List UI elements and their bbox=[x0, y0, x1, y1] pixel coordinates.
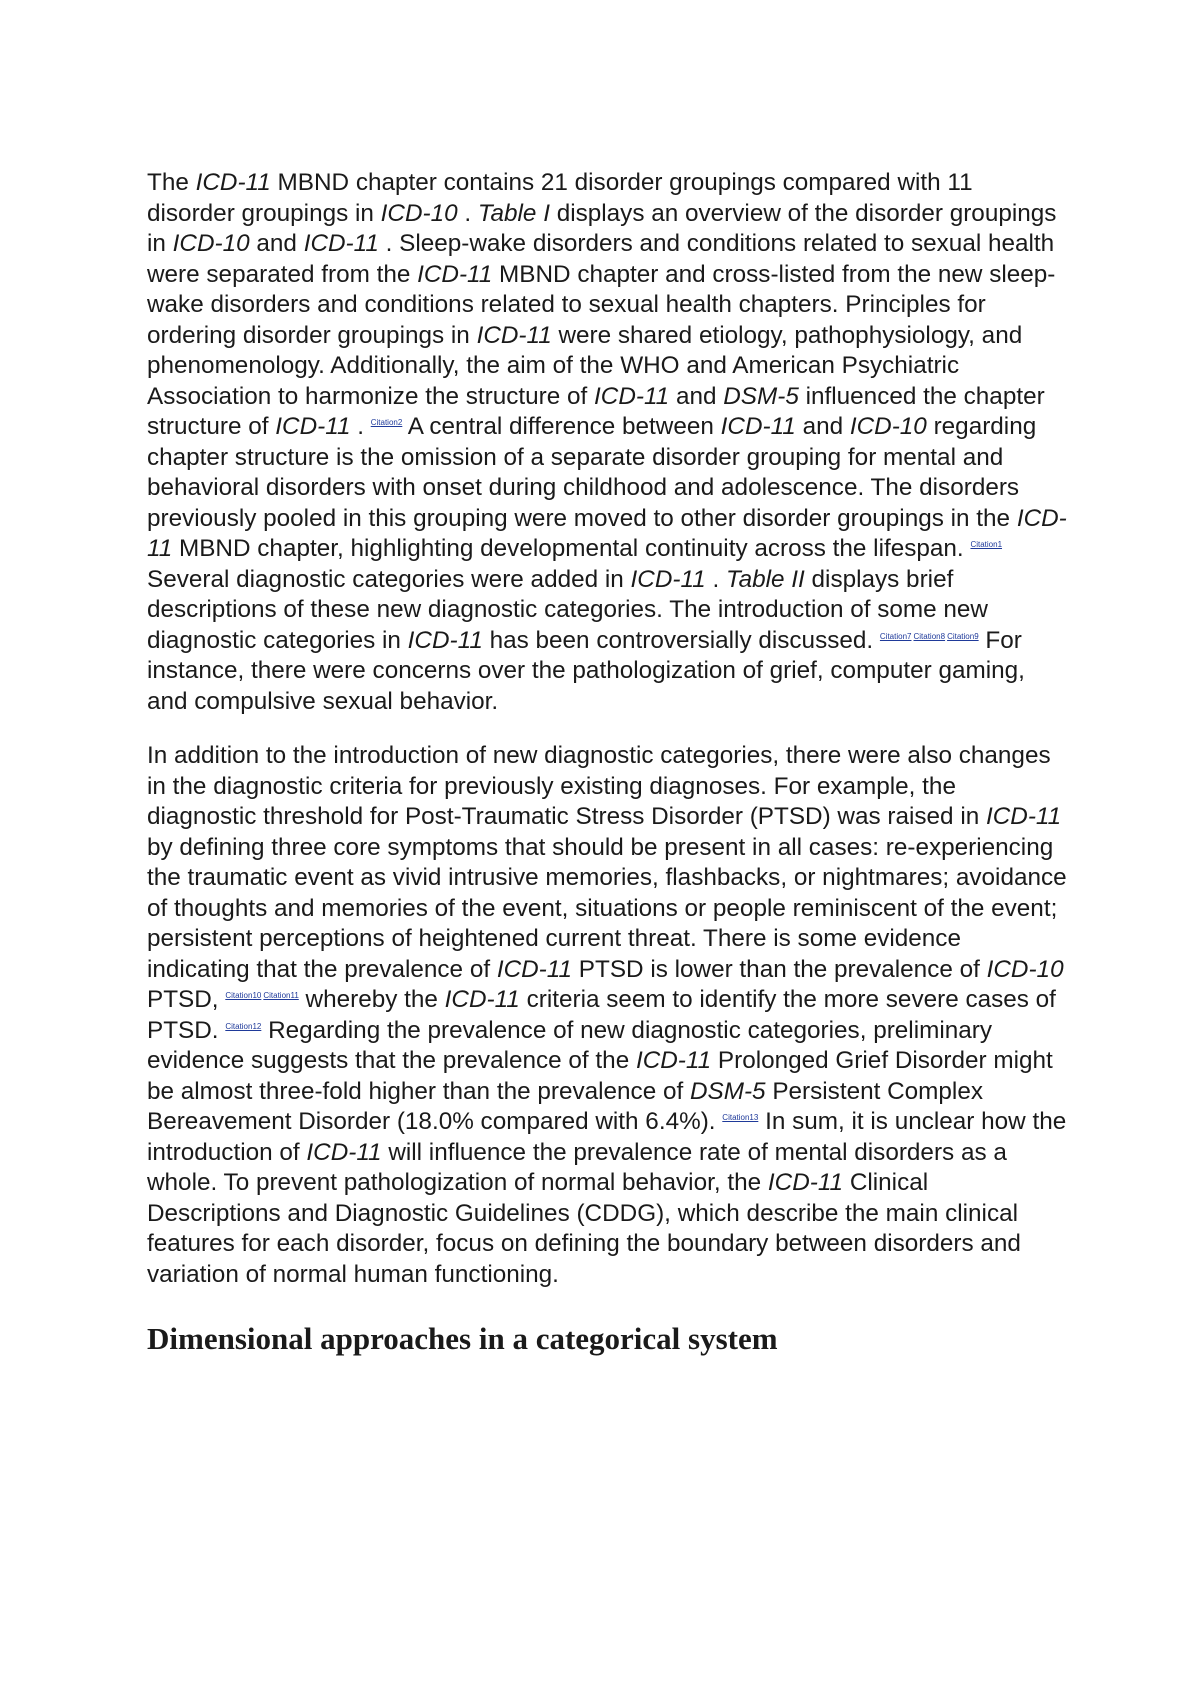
text: . bbox=[705, 565, 726, 593]
text: displays brief descriptions of these new diagnostic categories. The introduction of some new diagnostic categories in bbox=[147, 565, 988, 654]
citation-link[interactable]: Citation8 bbox=[913, 631, 946, 641]
italic-term: ICD-11 bbox=[147, 504, 1067, 562]
citation-link[interactable]: Citation7 bbox=[879, 631, 912, 641]
italic-term: ICD-10 bbox=[849, 413, 927, 440]
citation-link[interactable]: Citation9 bbox=[947, 631, 979, 641]
text: criteria seem to identify the more severe cases of PTSD. bbox=[147, 986, 1056, 1044]
italic-term: ICD-10 bbox=[380, 199, 458, 227]
italic-term: ICD-11 bbox=[496, 955, 573, 983]
italic-term: ICD-11 bbox=[417, 260, 493, 288]
text: whereby the bbox=[298, 986, 445, 1013]
citation-link[interactable]: Citation11 bbox=[263, 991, 299, 1000]
citation-link[interactable]: Citation10 bbox=[225, 991, 262, 1000]
text: will influence the prevalence rate of mental disorders as a whole. To prevent pathologization of normal behavior, the bbox=[147, 1138, 1007, 1196]
text: by defining three core symptoms that should be present in all cases: re-experiencing the traumatic event as vivid intrusive memories, flashbacks, or nightmares; avoidance of thoughts and memories of the event, situations or people reminiscent of the event; persistent perceptions of heightened current threat. There is some evidence indicating that the prevalence of bbox=[147, 833, 1067, 983]
paragraph-1 bbox=[147, 168, 1067, 717]
document-page bbox=[147, 168, 1067, 1358]
text: . bbox=[457, 199, 478, 227]
table-reference: Table I bbox=[477, 199, 550, 227]
italic-term: ICD-11 bbox=[476, 321, 552, 349]
text: and bbox=[795, 413, 850, 440]
italic-term: ICD-11 bbox=[767, 1169, 844, 1196]
text: Prolonged Grief Disorder might be almost three-fold higher than the prevalence of bbox=[147, 1047, 1053, 1105]
italic-term: ICD-11 bbox=[985, 803, 1062, 830]
text: regarding chapter structure is the omission of a separate disorder grouping for mental and behavioral disorders with onset during childhood and adolescence. The disorders previously pooled in this grouping were moved to other disorder groupings in the bbox=[147, 413, 1037, 532]
text: . Sleep-wake disorders and conditions related to sexual health were separated from the bbox=[147, 230, 1055, 288]
italic-term: ICD-11 bbox=[444, 986, 520, 1013]
italic-term: ICD-10 bbox=[986, 955, 1064, 983]
text: MBND chapter, highlighting developmental continuity across the lifespan. bbox=[172, 535, 971, 562]
citation-link[interactable]: Citation1 bbox=[970, 540, 1003, 549]
italic-term: ICD-10 bbox=[172, 230, 250, 257]
italic-term: ICD-11 bbox=[306, 1138, 382, 1166]
text: influenced the chapter structure of bbox=[147, 382, 1045, 440]
citation-link[interactable]: Citation13 bbox=[722, 1113, 759, 1122]
italic-term: ICD-11 bbox=[275, 413, 351, 440]
text: MBND chapter contains 21 disorder groupings compared with 11 disorder groupings in bbox=[147, 169, 973, 227]
text: PTSD is lower than the prevalence of bbox=[572, 955, 987, 983]
italic-term: ICD-11 bbox=[594, 382, 670, 410]
text: PTSD, bbox=[147, 986, 226, 1013]
text: Clinical Descriptions and Diagnostic Guidelines (CDDG), which describe the main clinical features for each disorder, focus on defining the boundary between disorders and variation of normal human functioning. bbox=[147, 1169, 1021, 1288]
italic-term: ICD-11 bbox=[195, 169, 271, 196]
citation-link[interactable]: Citation2 bbox=[370, 418, 403, 427]
citation-link[interactable]: Citation12 bbox=[225, 1021, 262, 1031]
text: and bbox=[249, 230, 304, 257]
text: The bbox=[147, 169, 196, 196]
paragraph-2 bbox=[147, 741, 1067, 1290]
text: Several diagnostic categories were added in bbox=[147, 565, 631, 593]
text: In addition to the introduction of new diagnostic categories, there were also changes in the diagnostic criteria for previously existing diagnoses. For example, the diagnostic threshold for Post-Traumatic Stress Disorder (PTSD) was raised in bbox=[147, 742, 1051, 830]
italic-term: ICD-11 bbox=[720, 413, 796, 440]
text: For instance, there were concerns over the pathologization of grief, computer gaming, and compulsive sexual behavior. bbox=[147, 626, 1025, 715]
italic-term: DSM-5 bbox=[723, 382, 799, 410]
italic-term: ICD-11 bbox=[635, 1047, 712, 1074]
italic-term: ICD-11 bbox=[630, 565, 706, 593]
text: A central difference between bbox=[402, 413, 721, 440]
text: displays an overview of the disorder groupings in bbox=[147, 199, 1057, 257]
italic-term: ICD-11 bbox=[303, 230, 379, 257]
text: MBND chapter and cross-listed from the new sleep-wake disorders and conditions related to sexual health chapters. Principles for ordering disorder groupings in bbox=[147, 260, 1056, 349]
italic-term: ICD-11 bbox=[407, 626, 483, 654]
text: . bbox=[350, 413, 371, 440]
section-heading: Dimensional approaches in a categorical system bbox=[147, 1321, 778, 1356]
text: has been controversially discussed. bbox=[482, 626, 880, 654]
italic-term: DSM-5 bbox=[689, 1077, 766, 1105]
text: Persistent Complex Bereavement Disorder (18.0% compared with 6.4%). bbox=[147, 1077, 983, 1135]
text: Regarding the prevalence of new diagnostic categories, preliminary evidence suggests that the prevalence of the bbox=[147, 1016, 993, 1074]
text: were shared etiology, pathophysiology, and phenomenology. Additionally, the aim of the WHO and American Psychiatric Association to harmonize the structure of bbox=[147, 321, 1023, 410]
text: and bbox=[669, 382, 724, 410]
table-reference: Table II bbox=[725, 565, 805, 593]
text: In sum, it is unclear how the introduction of bbox=[147, 1108, 1067, 1166]
